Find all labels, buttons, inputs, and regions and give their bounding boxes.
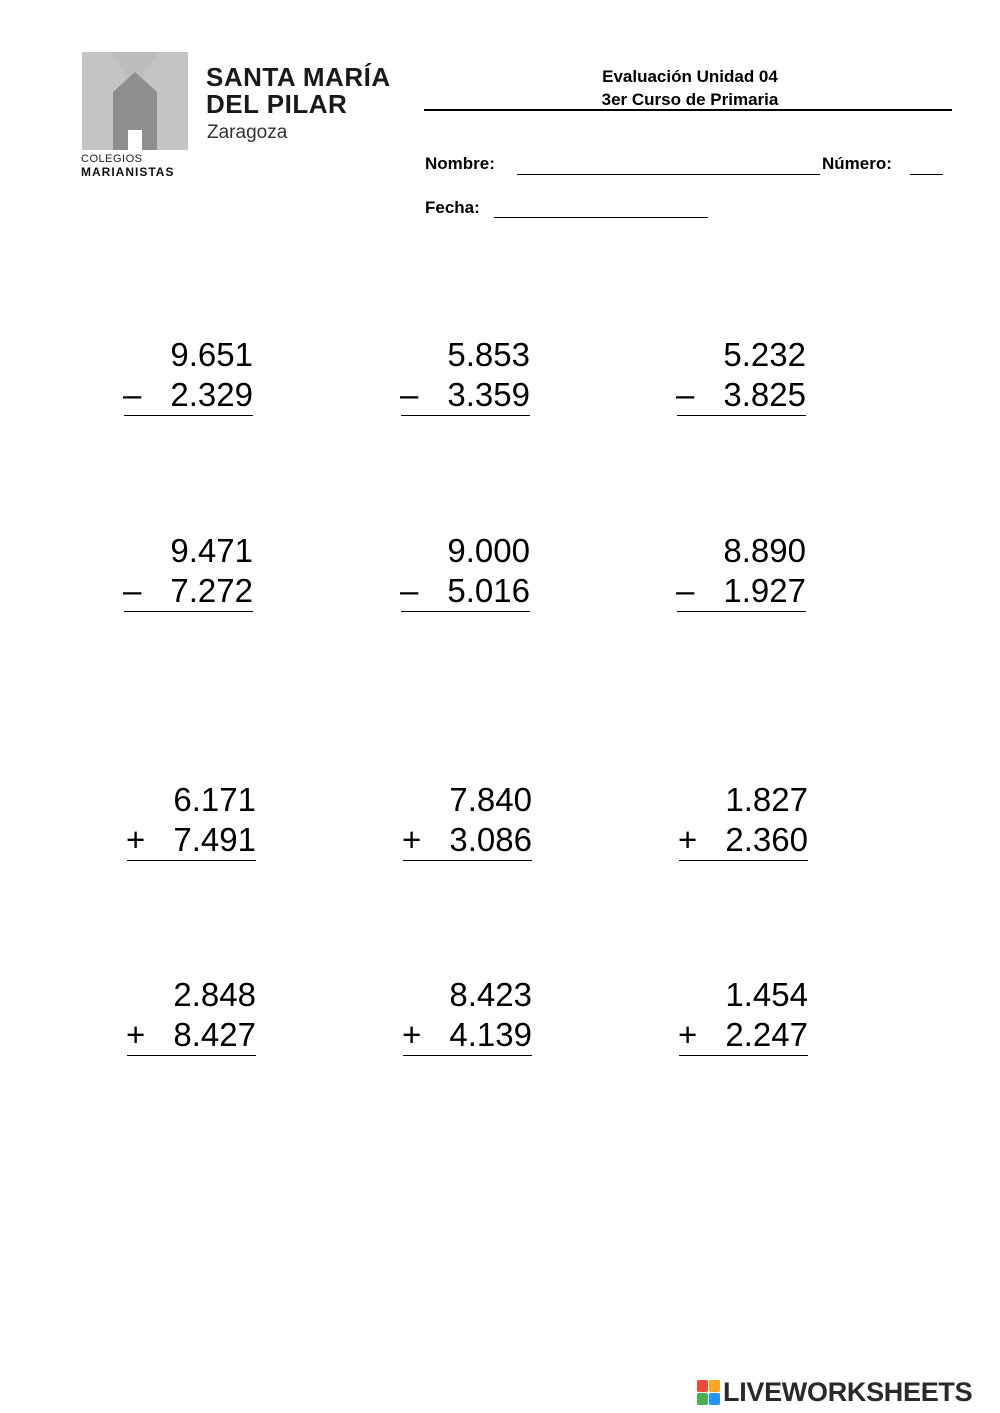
bottom-operand: 5.016 [447, 572, 530, 609]
plus-sign: + [678, 821, 698, 858]
minus-sign: – [400, 376, 419, 413]
nombre-label: Nombre: [425, 154, 495, 173]
answer-line[interactable] [403, 860, 532, 861]
colegios-label: COLEGIOS [81, 153, 143, 165]
minus-sign: – [676, 572, 695, 609]
top-operand: 5.232 [723, 336, 806, 373]
answer-line[interactable] [401, 611, 530, 612]
house-m-icon [80, 52, 190, 152]
top-operand: 9.471 [170, 532, 253, 569]
fecha-label: Fecha: [425, 198, 480, 217]
liveworksheets-logo [697, 1377, 997, 1409]
answer-line[interactable] [127, 860, 256, 861]
top-operand: 1.827 [725, 781, 808, 818]
bottom-operand: 8.427 [173, 1016, 256, 1053]
top-operand: 8.890 [723, 532, 806, 569]
liveworksheets-brand: LIVEWORKSHEETS [723, 1377, 973, 1407]
answer-line[interactable] [677, 611, 806, 612]
answer-line[interactable] [124, 415, 253, 416]
answer-line[interactable] [679, 860, 808, 861]
minus-sign: – [400, 572, 419, 609]
bottom-operand: 3.086 [449, 821, 532, 858]
top-operand: 6.171 [173, 781, 256, 818]
header-divider [424, 109, 952, 111]
answer-line[interactable] [401, 415, 530, 416]
liveworksheets-icon [697, 1380, 721, 1406]
bottom-operand: 2.247 [725, 1016, 808, 1053]
bottom-operand: 7.272 [170, 572, 253, 609]
top-operand: 1.454 [725, 976, 808, 1013]
top-operand: 2.848 [173, 976, 256, 1013]
evaluation-title: Evaluación Unidad 04 [602, 67, 778, 86]
school-logo [80, 52, 410, 182]
plus-sign: + [678, 1016, 698, 1053]
nombre-field[interactable] [517, 174, 820, 175]
bottom-operand: 2.329 [170, 376, 253, 413]
bottom-operand: 1.927 [723, 572, 806, 609]
school-city: Zaragoza [207, 122, 288, 143]
top-operand: 9.651 [170, 336, 253, 373]
answer-line[interactable] [124, 611, 253, 612]
bottom-operand: 7.491 [173, 821, 256, 858]
minus-sign: – [676, 376, 695, 413]
plus-sign: + [126, 1016, 146, 1053]
bottom-operand: 2.360 [725, 821, 808, 858]
minus-sign: – [123, 572, 142, 609]
answer-line[interactable] [677, 415, 806, 416]
answer-line[interactable] [127, 1055, 256, 1056]
plus-sign: + [126, 821, 146, 858]
bottom-operand: 3.359 [447, 376, 530, 413]
plus-sign: + [402, 1016, 422, 1053]
top-operand: 7.840 [449, 781, 532, 818]
top-operand: 8.423 [449, 976, 532, 1013]
numero-field[interactable] [910, 174, 943, 175]
marianistas-label: MARIANISTAS [81, 165, 175, 179]
top-operand: 5.853 [447, 336, 530, 373]
answer-line[interactable] [403, 1055, 532, 1056]
school-name-line2: DEL PILAR [206, 89, 348, 119]
answer-line[interactable] [679, 1055, 808, 1056]
numero-label: Número: [822, 154, 892, 173]
plus-sign: + [402, 821, 422, 858]
bottom-operand: 4.139 [449, 1016, 532, 1053]
fecha-field[interactable] [494, 217, 708, 218]
minus-sign: – [123, 376, 142, 413]
bottom-operand: 3.825 [723, 376, 806, 413]
top-operand: 9.000 [447, 532, 530, 569]
course-subtitle: 3er Curso de Primaria [601, 90, 779, 109]
school-name-line1: SANTA MARÍA [206, 62, 391, 92]
